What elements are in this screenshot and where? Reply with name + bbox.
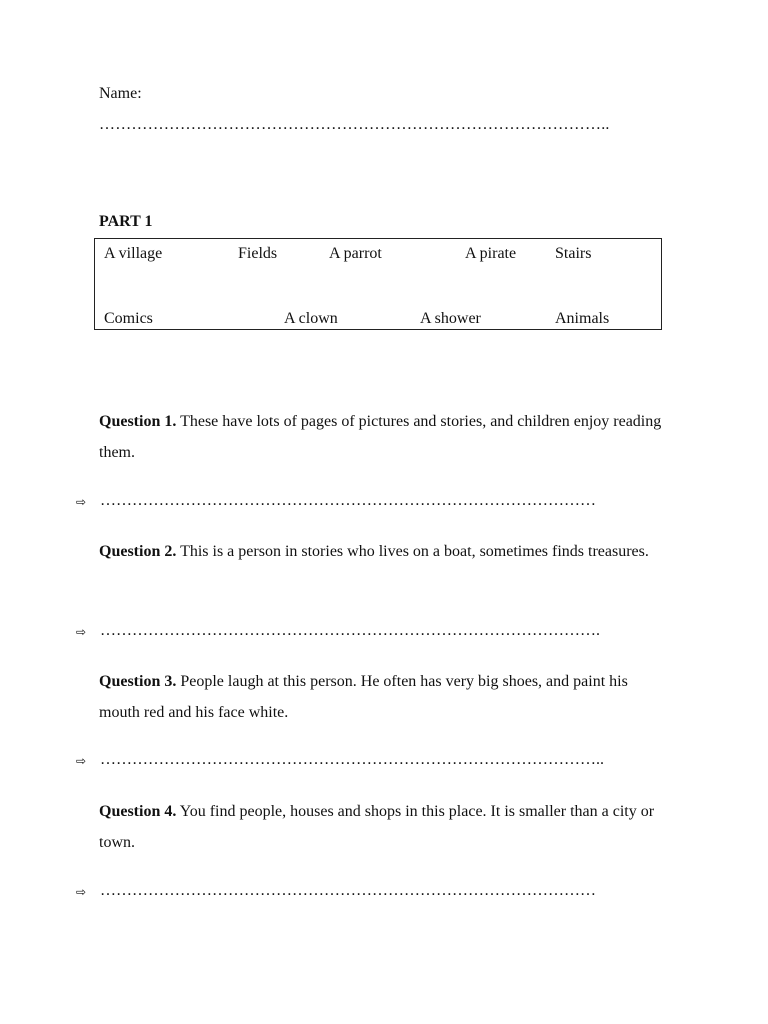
word-bank-item: Stairs	[555, 245, 592, 262]
question-text: People laugh at this person. He often has very big shoes, and paint his mouth red and his face white.	[99, 673, 628, 721]
question-2	[99, 536, 669, 567]
question-label: Question 4.	[99, 803, 177, 820]
word-bank-item: Comics	[104, 310, 153, 327]
arrow-right-outline-icon: ⇨	[76, 885, 87, 899]
answer-line-1[interactable]: …………………………………………………………………………………	[100, 492, 596, 509]
question-text: You find people, houses and shops in this place. It is smaller than a city or town.	[99, 803, 655, 851]
arrow-right-outline-icon: ⇨	[76, 625, 87, 639]
word-bank-box	[94, 238, 662, 330]
arrow-right-outline-icon: ⇨	[76, 754, 87, 768]
question-text: This is a person in stories who lives on a boat, sometimes finds treasures.	[180, 543, 649, 560]
question-4	[99, 796, 669, 858]
name-label: Name:	[99, 85, 142, 102]
question-3	[99, 666, 669, 728]
question-text: These have lots of pages of pictures and stories, and children enjoy reading them.	[99, 413, 662, 461]
part-title: PART 1	[99, 213, 153, 230]
word-bank-item: A clown	[284, 310, 338, 327]
question-1	[99, 406, 669, 468]
question-label: Question 3.	[99, 673, 177, 690]
question-label: Question 2.	[99, 543, 177, 560]
word-bank-item: Fields	[238, 245, 278, 262]
word-bank-item: A village	[104, 245, 163, 262]
answer-line-4[interactable]: …………………………………………………………………………………	[100, 882, 596, 899]
word-bank-item: Animals	[555, 310, 610, 327]
arrow-right-outline-icon: ⇨	[76, 495, 87, 509]
question-label: Question 1.	[99, 413, 177, 430]
answer-line-2[interactable]: ………………………………………………………………………………….	[100, 622, 600, 639]
answer-line-3[interactable]: …………………………………………………………………………………..	[100, 751, 604, 768]
word-bank-item: A pirate	[465, 245, 517, 262]
name-answer-line[interactable]: …………………………………………………………………………………..	[99, 116, 610, 133]
word-bank-item: A shower	[420, 310, 481, 327]
word-bank-item: A parrot	[329, 245, 382, 262]
